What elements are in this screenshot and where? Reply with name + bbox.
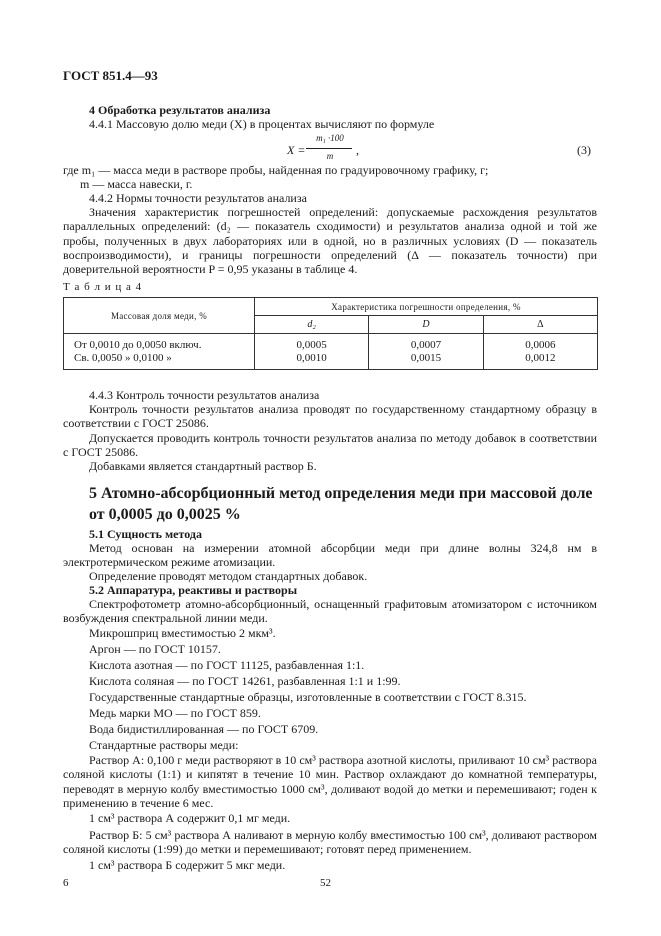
table-cell-ranges bbox=[64, 334, 255, 370]
formula-where-line-2: m — масса навески, г. bbox=[80, 177, 193, 191]
table-value: 0,0012 bbox=[525, 351, 556, 364]
list-item: Стандартные растворы меди: bbox=[89, 738, 239, 752]
table-value: 0,0010 bbox=[296, 351, 327, 364]
section-4-4-3-title: 4.4.3 Контроль точности результатов анализа bbox=[89, 388, 320, 402]
table-head-mass-fraction: Массовая доля меди, % bbox=[64, 298, 255, 334]
list-item: Медь марки МО — по ГОСТ 859. bbox=[89, 706, 261, 720]
table-cell-delta bbox=[483, 334, 597, 370]
table-value: 0,0006 bbox=[525, 338, 556, 351]
paragraph-4-4-2: 4.4.2 Нормы точности результатов анализа bbox=[89, 191, 307, 205]
table-cell-d2 bbox=[255, 334, 369, 370]
formula-number: (3) bbox=[577, 143, 591, 157]
paragraph-5-1-2: Определение проводят методом стандартных добавок. bbox=[89, 569, 368, 583]
paragraph-4-4-3-2: Допускается проводить контроль точности результатов анализа по методу добавок в соответствии с ГОСТ 25086. bbox=[63, 431, 597, 460]
list-item: Кислота азотная — по ГОСТ 11125, разбавленная 1:1. bbox=[89, 658, 365, 672]
formula-lhs: X = bbox=[287, 143, 306, 157]
formula-denominator: m bbox=[326, 151, 334, 161]
table-head-D: D bbox=[369, 316, 483, 334]
list-item: Вода бидистиллированная — по ГОСТ 6709. bbox=[89, 722, 319, 736]
paragraph-solution-a: Раствор А: 0,100 г меди растворяют в 10 см³ раствора азотной кислоты, приливают 10 см³ раствора соляной кислоты (1:1) и кипятят в течение 10 мин. Раствор охлаждают до комнатной температуры, переводят в мерную колбу вместимостью 1000 см³, доливают водой до метки и перемешивают; годен к применению в течение 6 мес. bbox=[63, 753, 597, 810]
paragraph-4-4-3-3: Добавками является стандартный раствор Б. bbox=[89, 459, 317, 473]
paragraph-4-4-1: 4.4.1 Массовую долю меди (X) в процентах вычисляют по формуле bbox=[89, 117, 435, 131]
formula-fraction-bar bbox=[306, 148, 352, 149]
table-value: 0,0015 bbox=[410, 351, 442, 364]
table-cell-D bbox=[369, 334, 483, 370]
list-item: Микрошприц вместимостью 2 мкм³. bbox=[89, 626, 276, 640]
paragraph-4-4-2-text: Значения характеристик погрешностей определений: допускаемые расхождения результатов параллельных определений: (d₂ — показатель сходимости) и результатов анализа одной и той же пробы, полученных в двух лабораториях или в одной, но в различных условиях (D — показатель воспроизводимости), и границы погрешности определений (Δ — показатель точности) при доверительной вероятности P = 0,95 указаны в таблице 4. bbox=[63, 205, 597, 277]
formula-numerator: m₁ ·100 bbox=[316, 133, 344, 143]
section-5-title: 5 Атомно-абсорбционный метод определения меди при массовой доле от 0,0005 до 0,0025 % bbox=[89, 485, 593, 523]
section-5-2-title: 5.2 Аппаратура, реактивы и растворы bbox=[89, 583, 298, 597]
table-row-range: Св. 0,0050 » 0,0100 » bbox=[74, 351, 172, 364]
table-4-label: Т а б л и ц а 4 bbox=[63, 281, 143, 293]
table-row-range: От 0,0010 до 0,0050 включ. bbox=[74, 338, 202, 351]
list-item: Аргон — по ГОСТ 10157. bbox=[89, 642, 221, 656]
table-head-error-group: Характеристика погрешности определения, % bbox=[255, 298, 598, 316]
document-code: ГОСТ 851.4—93 bbox=[63, 68, 158, 83]
table-head-delta: Δ bbox=[483, 316, 597, 334]
page-number-global: 52 bbox=[320, 877, 331, 889]
formula-where-line-1: где m₁ — масса меди в растворе пробы, найденная по градуировочному графику, г; bbox=[63, 163, 489, 177]
paragraph-5-1-1: Метод основан на измерении атомной абсорбции меди при длине волны 324,8 нм в электротермическом режиме атомизации. bbox=[63, 541, 597, 570]
table-head-d2: d₂ bbox=[255, 316, 369, 334]
table-4 bbox=[63, 297, 598, 370]
section-5-1-title: 5.1 Сущность метода bbox=[89, 527, 202, 541]
page-number-local: 6 bbox=[63, 877, 69, 889]
paragraph-4-4-3-1: Контроль точности результатов анализа проводят по государственному стандартному образцу в соответствии с ГОСТ 25086. bbox=[63, 402, 597, 431]
paragraph-solution-a-conc: 1 см³ раствора А содержит 0,1 мг меди. bbox=[89, 811, 291, 825]
table-value: 0,0007 bbox=[410, 338, 442, 351]
paragraph-solution-b-conc: 1 см³ раствора Б содержит 5 мкг меди. bbox=[89, 858, 286, 872]
table-value: 0,0005 bbox=[296, 338, 327, 351]
paragraph-solution-b: Раствор Б: 5 см³ раствора А наливают в мерную колбу вместимостью 100 см³, доливают раствором соляной кислоты (1:99) до метки и перемешивают; готовят перед применением. bbox=[63, 828, 597, 857]
section-4-title: 4 Обработка результатов анализа bbox=[89, 103, 271, 117]
list-item: Государственные стандартные образцы, изготовленные в соответствии с ГОСТ 8.315. bbox=[89, 690, 527, 704]
formula-comma: , bbox=[356, 143, 359, 157]
paragraph-5-2-1: Спектрофотометр атомно-абсорбционный, оснащенный графитовым атомизатором с источником возбуждения спектральной линии меди. bbox=[63, 597, 597, 626]
list-item: Кислота соляная — по ГОСТ 14261, разбавленная 1:1 и 1:99. bbox=[89, 674, 401, 688]
